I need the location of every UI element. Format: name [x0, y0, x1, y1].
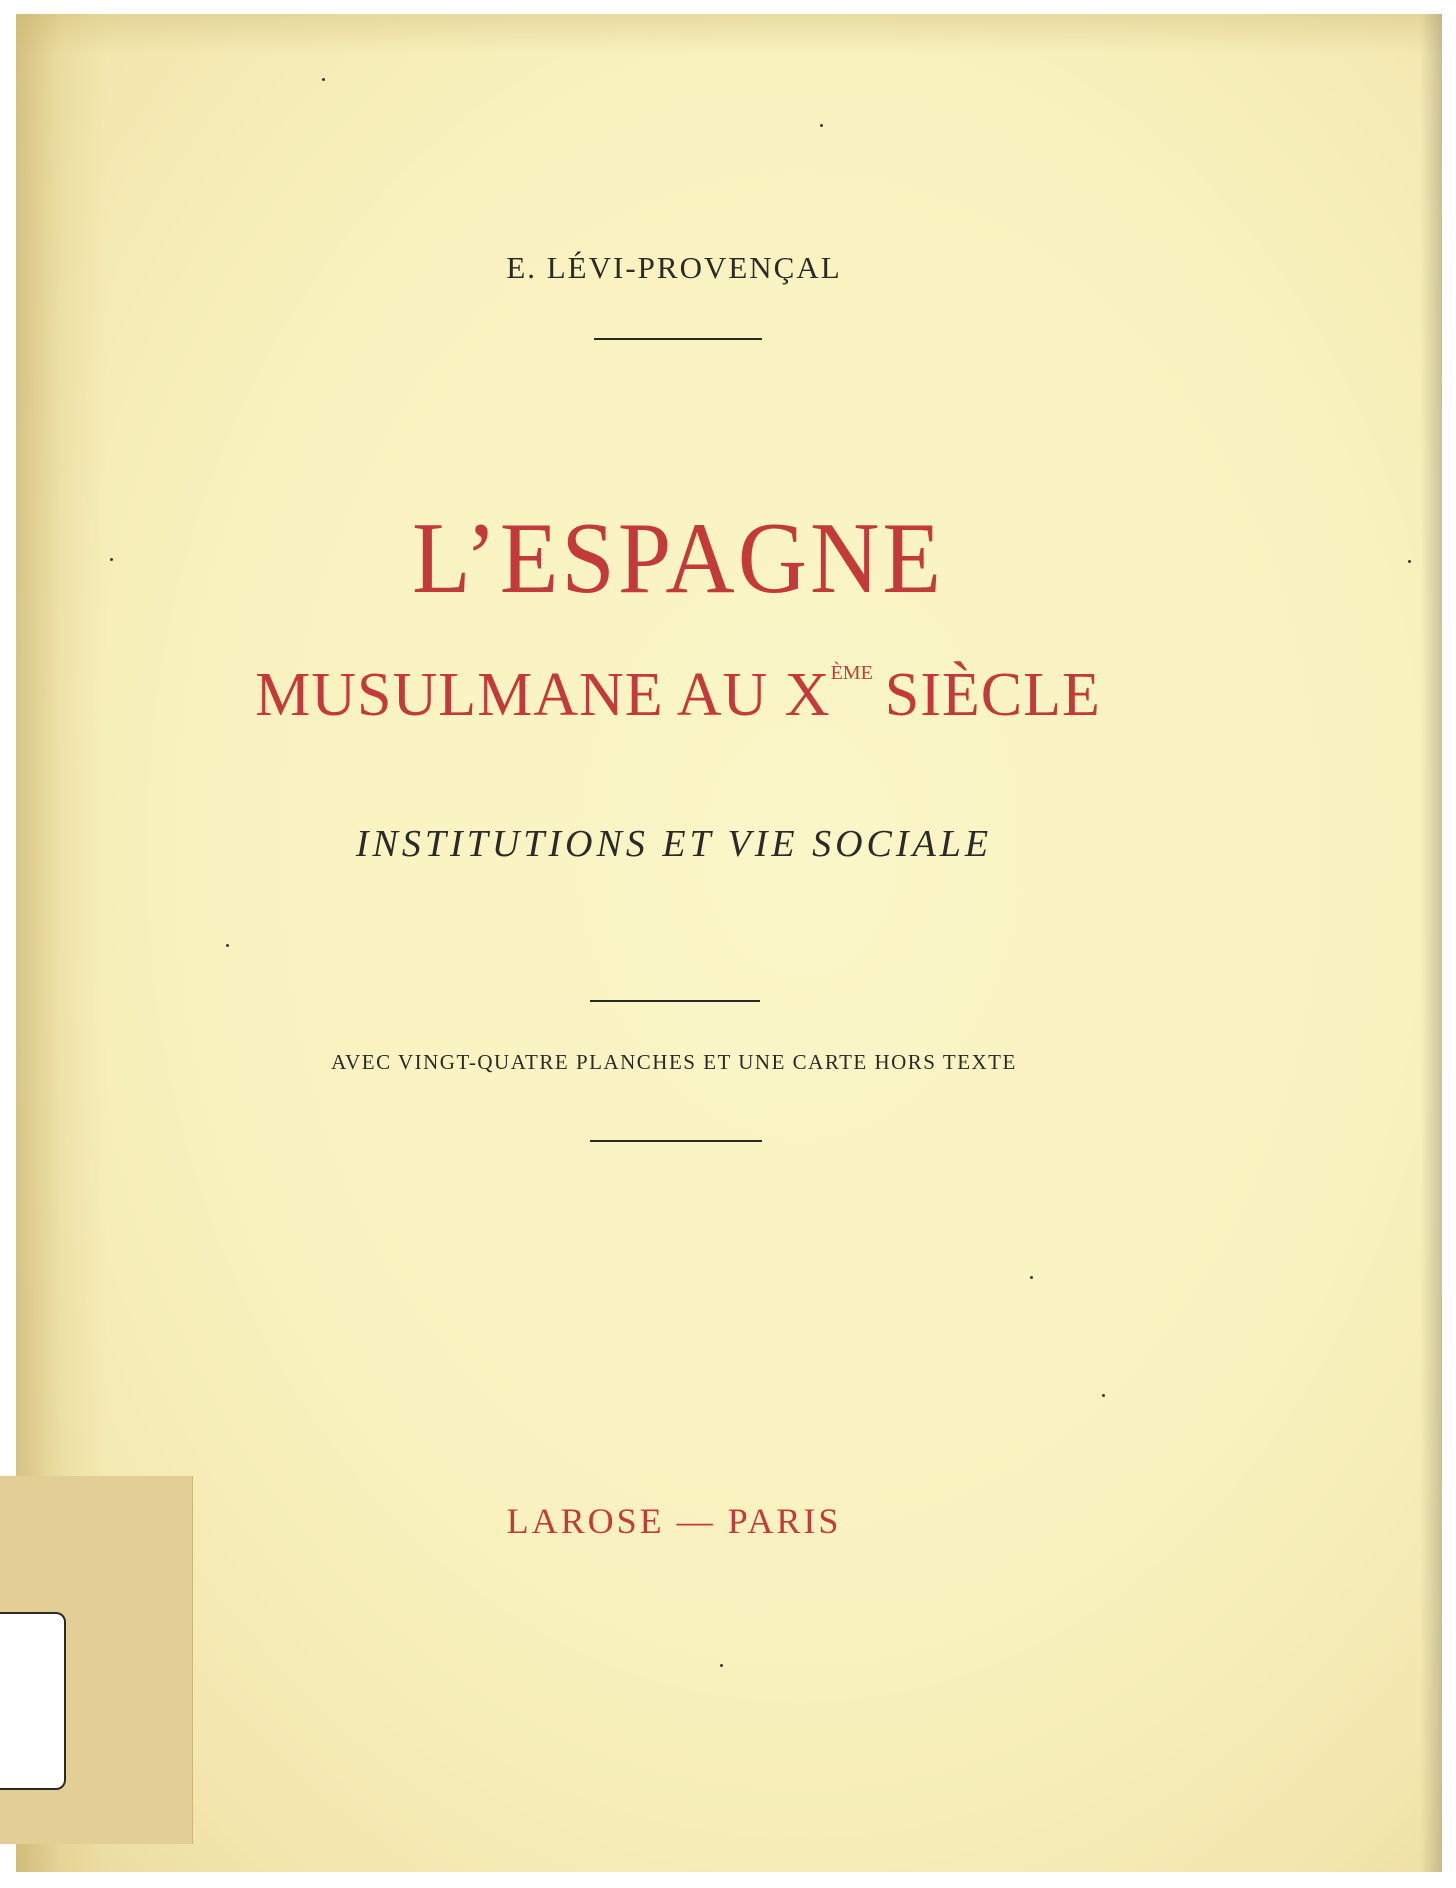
rule-under-author: [594, 338, 762, 340]
library-tag: [0, 1612, 66, 1790]
paper-speck: [1408, 560, 1411, 563]
rule-under-subtitle: [590, 1000, 760, 1002]
paper-speck: [110, 558, 113, 561]
book-cover: [16, 14, 1442, 1872]
paper-speck: [720, 1664, 723, 1667]
author-name: E. LÉVI-PROVENÇAL: [506, 250, 842, 285]
title-superscript: ÈME: [830, 662, 873, 684]
rule-under-plates: [590, 1140, 762, 1142]
title-line-2-end: SIÈCLE: [884, 661, 1101, 729]
top-edge-stain: [16, 14, 1442, 54]
paper-speck: [820, 124, 823, 127]
title-line-2: [0, 660, 1406, 731]
publisher: LAROSE — PARIS: [506, 1501, 842, 1541]
paper-speck: [322, 78, 325, 81]
right-edge-shadow: [1420, 14, 1442, 1872]
title-line-2-start: MUSULMANE AU X: [255, 661, 831, 729]
paper-speck: [1102, 1394, 1105, 1397]
paper-speck: [1030, 1276, 1033, 1279]
title-line-1: L’ESPAGNE: [411, 500, 945, 615]
subtitle: INSTITUTIONS ET VIE SOCIALE: [355, 823, 993, 865]
plates-note: AVEC VINGT-QUATRE PLANCHES ET UNE CARTE HORS TEXTE: [331, 1050, 1017, 1074]
paper-speck: [226, 944, 229, 947]
